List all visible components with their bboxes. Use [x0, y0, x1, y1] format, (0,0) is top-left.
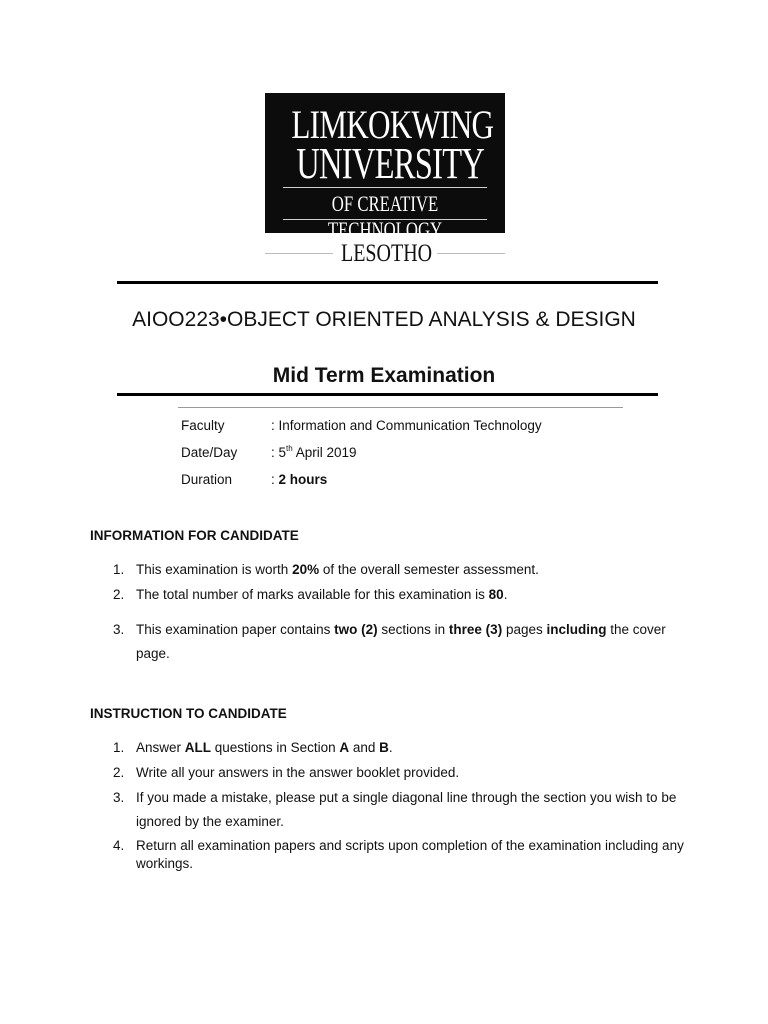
course-title: AIOO223•OBJECT ORIENTED ANALYSIS & DESIGN — [132, 308, 636, 331]
text-run: and — [349, 740, 380, 755]
faculty-label: Faculty — [181, 418, 225, 433]
text-bold: 20% — [292, 562, 320, 577]
list-text: If you made a mistake, please put a single diagonal line through the section you wish to be ignored by the examiner. — [136, 790, 677, 829]
text-run: sections in — [377, 622, 449, 637]
list-text — [136, 618, 686, 666]
list-number: 3. — [113, 622, 125, 637]
date-value — [271, 444, 356, 462]
date-month-year: April 2019 — [292, 445, 357, 460]
text-bold: ALL — [184, 740, 212, 755]
faculty-value: : Information and Communication Technology — [271, 418, 542, 433]
title-divider-top — [117, 281, 658, 284]
logo-divider — [283, 219, 487, 220]
text-run: of the overall semester assessment. — [319, 562, 539, 577]
instruction-heading: INSTRUCTION TO CANDIDATE — [90, 706, 287, 721]
text-run: Answer — [136, 740, 185, 755]
text-run: This examination paper contains — [136, 622, 335, 637]
details-divider — [178, 407, 623, 408]
title-divider-bottom — [117, 393, 658, 396]
text-run: . — [503, 587, 508, 602]
exam-title: Mid Term Examination — [272, 364, 496, 387]
list-number: 1. — [113, 562, 125, 577]
information-heading: INFORMATION FOR CANDIDATE — [90, 528, 299, 543]
text-run: the cover page. — [136, 622, 666, 661]
duration-value — [271, 471, 327, 489]
text-bold: including — [546, 622, 607, 637]
list-text — [136, 561, 686, 579]
list-number: 3. — [113, 790, 125, 805]
logo-country-rule — [265, 253, 333, 254]
duration-label: Duration — [181, 472, 233, 487]
text-run: questions in Section — [211, 740, 340, 755]
list-text: Write all your answers in the answer booklet provided. — [136, 765, 460, 780]
text-bold: two (2) — [334, 622, 378, 637]
university-logo — [265, 93, 505, 242]
logo-divider — [283, 187, 487, 188]
text-bold: A — [339, 740, 350, 755]
date-ordinal: th — [286, 444, 293, 453]
list-text — [136, 739, 686, 757]
duration-prefix: : — [271, 472, 279, 487]
logo-country: LESOTHO — [341, 240, 433, 267]
text-run: pages — [502, 622, 547, 637]
text-bold: three (3) — [448, 622, 503, 637]
logo-country-rule — [437, 253, 505, 254]
logo-text-university: UNIVERSITY — [296, 139, 485, 188]
list-text — [136, 586, 686, 604]
list-number: 4. — [113, 838, 125, 853]
text-run: The total number of marks available for this examination is — [136, 587, 489, 602]
text-run: . — [388, 740, 393, 755]
list-number: 2. — [113, 587, 125, 602]
list-number: 1. — [113, 740, 125, 755]
text-run: This examination is worth — [136, 562, 293, 577]
text-bold: B — [379, 740, 389, 755]
list-number: 2. — [113, 765, 125, 780]
date-day: : 5 — [271, 445, 287, 460]
text-bold: 80 — [488, 587, 504, 602]
logo-text-creative-technology: OF CREATIVE TECHNOLOGY — [327, 191, 443, 242]
date-label: Date/Day — [181, 445, 238, 460]
list-text: Return all examination papers and scripts upon completion of the examination including any workings. — [136, 838, 684, 871]
duration-hours: 2 hours — [278, 472, 328, 487]
logo-text-limkokwing: LIMKOKWING — [291, 102, 494, 147]
